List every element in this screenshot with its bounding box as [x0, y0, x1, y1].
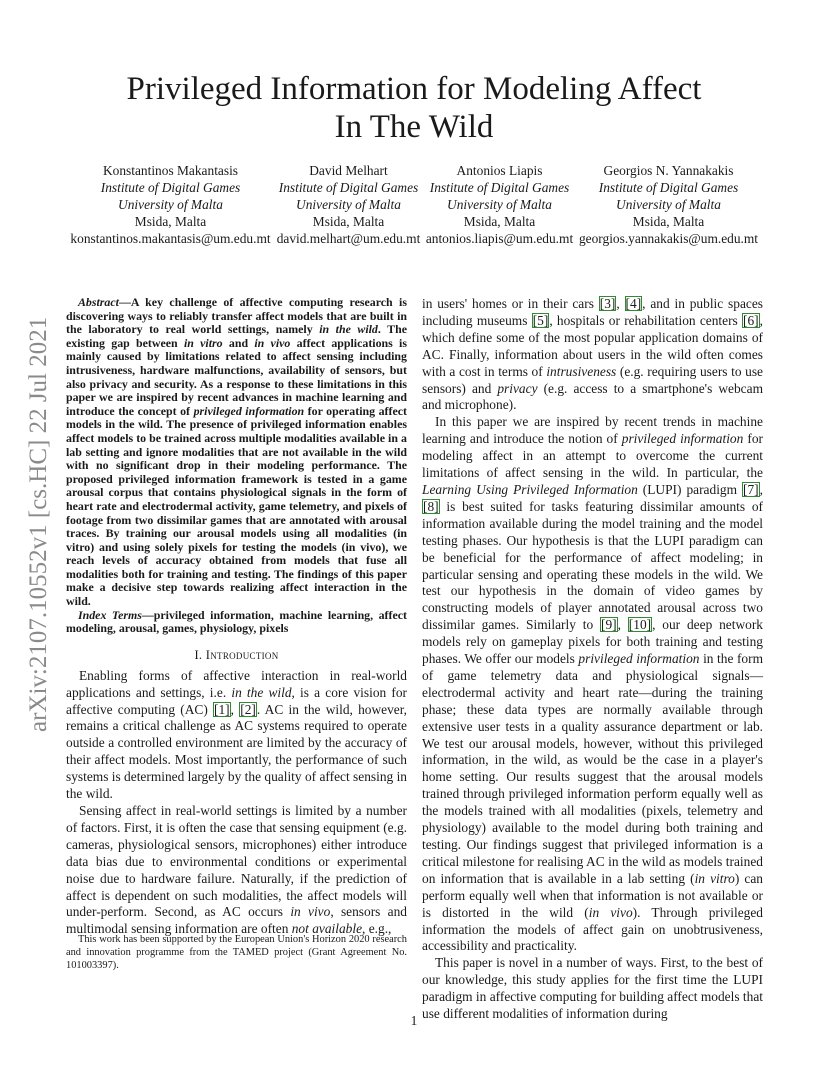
- index-text: —privileged information, machine learning, affect modeling, arousal, games, physiology, pixels: [66, 607, 407, 636]
- text-run: ) can perform equally well when that information is not available or is distorted in the wild (: [422, 870, 763, 920]
- citation-link[interactable]: [5]: [532, 312, 549, 328]
- author-name: Georgios N. Yannakakis: [603, 163, 734, 178]
- citation-link[interactable]: [2]: [240, 701, 256, 717]
- text-run: ,: [617, 617, 628, 633]
- author-email[interactable]: konstantinos.makantasis@um.edu.mt: [70, 231, 271, 246]
- page-number: 1: [410, 1013, 418, 1028]
- author-location: Msida, Malta: [632, 214, 705, 229]
- citation-link[interactable]: [6]: [743, 312, 759, 328]
- right-column: [422, 296, 763, 1023]
- author-location: Msida, Malta: [312, 214, 385, 229]
- emphasis: privileged information: [621, 431, 744, 447]
- text-run: , which define some of the most popular application domains of AC. Finally, information about users in the wild often comes with a cost in terms of: [422, 312, 763, 379]
- emphasis: in vivo: [588, 904, 633, 920]
- author-4: [575, 162, 762, 247]
- author-affiliation: Institute of Digital Games: [429, 180, 570, 195]
- title-line-1: Privileged Information for Modeling Affect: [126, 71, 702, 107]
- author-affiliation: Institute of Digital Games: [598, 180, 739, 195]
- author-3: [424, 162, 575, 247]
- citation-link[interactable]: [9]: [600, 617, 617, 633]
- paragraph: [422, 296, 763, 414]
- author-email[interactable]: georgios.yannakakis@um.edu.mt: [578, 231, 759, 246]
- author-university: University of Malta: [296, 197, 401, 212]
- abstract-emph: in vivo: [254, 335, 291, 350]
- section-heading: I. Introduction: [194, 647, 279, 662]
- abstract-text-4: affect applications is mainly caused by limitations related to affect sensing including intrusiveness, hardware malfunctions, availability of sensors, but also privacy and security. As a response to these limitations in this paper we are inspired by recent advances in machine learning and introduce the concept of: [66, 335, 407, 418]
- text-run: Enabling forms of affective interaction in real-world applications and settings, i.e.: [66, 667, 407, 700]
- abstract-emph: privileged information: [193, 403, 305, 418]
- text-run: ,: [616, 296, 625, 311]
- abstract-sep: —: [118, 295, 131, 309]
- emphasis: not available: [291, 921, 363, 937]
- emphasis: Learning Using Privileged Information: [422, 481, 638, 497]
- abstract-text-3: and: [222, 335, 255, 350]
- text-run: , hospitals or rehabilitation centers: [549, 312, 743, 328]
- text-run: , is a core vision for affective computing (AC): [66, 684, 407, 717]
- author-university: University of Malta: [447, 197, 552, 212]
- text-run: , and in public spaces including museums: [422, 296, 763, 328]
- text-run: ,: [759, 481, 763, 497]
- citation-link[interactable]: [3]: [599, 296, 616, 311]
- text-run: in users' homes or in their cars: [422, 296, 599, 311]
- citation-link[interactable]: [10]: [628, 617, 652, 633]
- text-run: ,: [230, 701, 240, 717]
- author-affiliation: Institute of Digital Games: [100, 180, 241, 195]
- emphasis: intrusiveness: [546, 363, 617, 379]
- text-run: ). Through privileged information the models of affect gain on unobtrusiveness, accessibility and practicality.: [422, 904, 763, 954]
- abstract-text-1: A key challenge of affective computing research is discovering ways to reliably transfer affect models that are built in the laboratory to real world settings, namely: [66, 295, 407, 337]
- text-run: (e.g. requiring users to use sensors) and: [422, 363, 763, 396]
- author-university: University of Malta: [616, 197, 721, 212]
- author-name: Konstantinos Makantasis: [102, 163, 238, 178]
- paragraph: [66, 803, 407, 938]
- author-name: Antonios Liapis: [456, 163, 543, 178]
- author-1: [68, 162, 273, 247]
- paragraph: [66, 668, 407, 803]
- index-label: Index Terms: [78, 607, 142, 622]
- text-run: for modeling affect in an attempt to overcome the current limitations of affect sensing in the wild. In particular, the: [422, 431, 763, 481]
- author-2: [273, 162, 424, 247]
- emphasis: privacy: [497, 380, 538, 396]
- title-line-2: In The Wild: [334, 109, 494, 145]
- citation-link[interactable]: [4]: [625, 296, 642, 311]
- abstract: [66, 296, 407, 609]
- emphasis: in vitro: [694, 870, 735, 886]
- text-run: is best suited for tasks featuring dissimilar amounts of information available during the model training and the model testing phases. Our hypothesis is that the LUPI paradigm can be beneficial for the performance of affect modeling; in particular sensing and operating these models in the wild. We test our hypothesis in the domain of video games by constructing models of player annotated arousal across two dissimilar games. Similarly to: [422, 498, 763, 633]
- author-location: Msida, Malta: [463, 214, 536, 229]
- author-name: David Melhart: [309, 163, 388, 178]
- emphasis: in vivo: [290, 904, 331, 920]
- paper-title: [0, 70, 828, 146]
- arxiv-stamp[interactable]: arXiv:2107.10552v1 [cs.HC] 22 Jul 2021: [25, 316, 52, 732]
- text-run: In this paper we are inspired by recent trends in machine learning and introduce the notion of: [422, 414, 763, 447]
- abstract-text-5: for operating affect models in the wild. The presence of privileged information enables affect models to be trained across multiple modalities available in a lab setting and ignore modalities that are not available in the wild with no significant drop in their modeling performance. The proposed privileged information framework is tested in a game arousal corpus that contains physiological signals in the form of heart rate and electrodermal activity, game telemetry, and pixels of footage from two dissimilar games that are annotated with arousal traces. By training our arousal models using all modalities (in vitro) and using solely pixels for testing the models (in vivo), we reach levels of accuracy obtained from models that fuse all modalities both for training and testing. The findings of this paper make a decisive step towards realizing affect interaction in the wild.: [66, 403, 407, 609]
- text-run: , our deep network models rely on gameplay pixels for both training and testing phases. We offer our models: [422, 617, 763, 667]
- text-run: , sensors and multimodal sensing information are often: [66, 904, 408, 937]
- author-affiliation: Institute of Digital Games: [278, 180, 419, 195]
- emphasis: in the wild: [231, 684, 292, 700]
- paragraph: [422, 414, 763, 955]
- text-run: Sensing affect in real-world settings is limited by a number of factors. First, it is often the case that sensing equipment (e.g. cameras, physiological sensors, microphones) either introduce data bias due to environmental conditions or experimental noise due to hardware failure. Naturally, if the prediction of affect is dependent on such modalities, the affect models will under-perform. Second, as AC occurs: [66, 803, 407, 920]
- author-email[interactable]: david.melhart@um.edu.mt: [276, 231, 421, 246]
- text-run: (LUPI) paradigm: [637, 481, 743, 497]
- abstract-text-2: . The existing gap between: [66, 322, 407, 350]
- text-run: in the form of game telemetry data and physiological signals—electrodermal activity and heart rate—during the training phase; these data types are normally available through extensive user tests in a quality assurance department or lab. We test our arousal models, however, without this privileged information, in the wild, as would be the case in a player's home setting. Our results suggest that the arousal models trained through privileged information perform equally well as the models trained with all modalities (pixels, telemetry and physiology) available to the model during both training and testing. Our findings suggest that privileged information is a critical milestone for realising AC in the wild as models trained on information that is available in a lab setting (: [422, 651, 763, 886]
- author-block: [68, 162, 762, 247]
- author-location: Msida, Malta: [134, 214, 207, 229]
- text-run: , e.g.,: [362, 921, 392, 937]
- left-column: [66, 296, 407, 938]
- citation-link[interactable]: [7]: [743, 481, 759, 497]
- text-run: This paper is novel in a number of ways. First, to the best of our knowledge, this study applies for the first time the LUPI paradigm in affective computing for building affect models that use different modalities of information during: [422, 955, 763, 1022]
- emphasis: privileged information: [578, 651, 700, 667]
- index-terms: [66, 609, 407, 636]
- abstract-emph: in vitro: [183, 335, 223, 350]
- text-run: (e.g. access to a smartphone's webcam and microphone).: [422, 380, 763, 413]
- citation-link[interactable]: [1]: [214, 701, 230, 717]
- citation-link[interactable]: [8]: [423, 498, 439, 514]
- footnote: This work has been supported by the European Union's Horizon 2020 research and innovation programme from the TAMED project (Grant Agreement No. 101003397).: [66, 934, 407, 971]
- author-email[interactable]: antonios.liapis@um.edu.mt: [425, 231, 574, 246]
- author-university: University of Malta: [118, 197, 223, 212]
- abstract-label: Abstract: [78, 295, 119, 309]
- abstract-emph: in the wild: [319, 322, 378, 337]
- text-run: . AC in the wild, however, remains a critical challenge as AC systems required to operate outside a controlled environment are limited by the accuracy of their affect models. Most importantly, the performance of such systems is determined largely by the quality of affect sensing in the wild.: [66, 701, 407, 802]
